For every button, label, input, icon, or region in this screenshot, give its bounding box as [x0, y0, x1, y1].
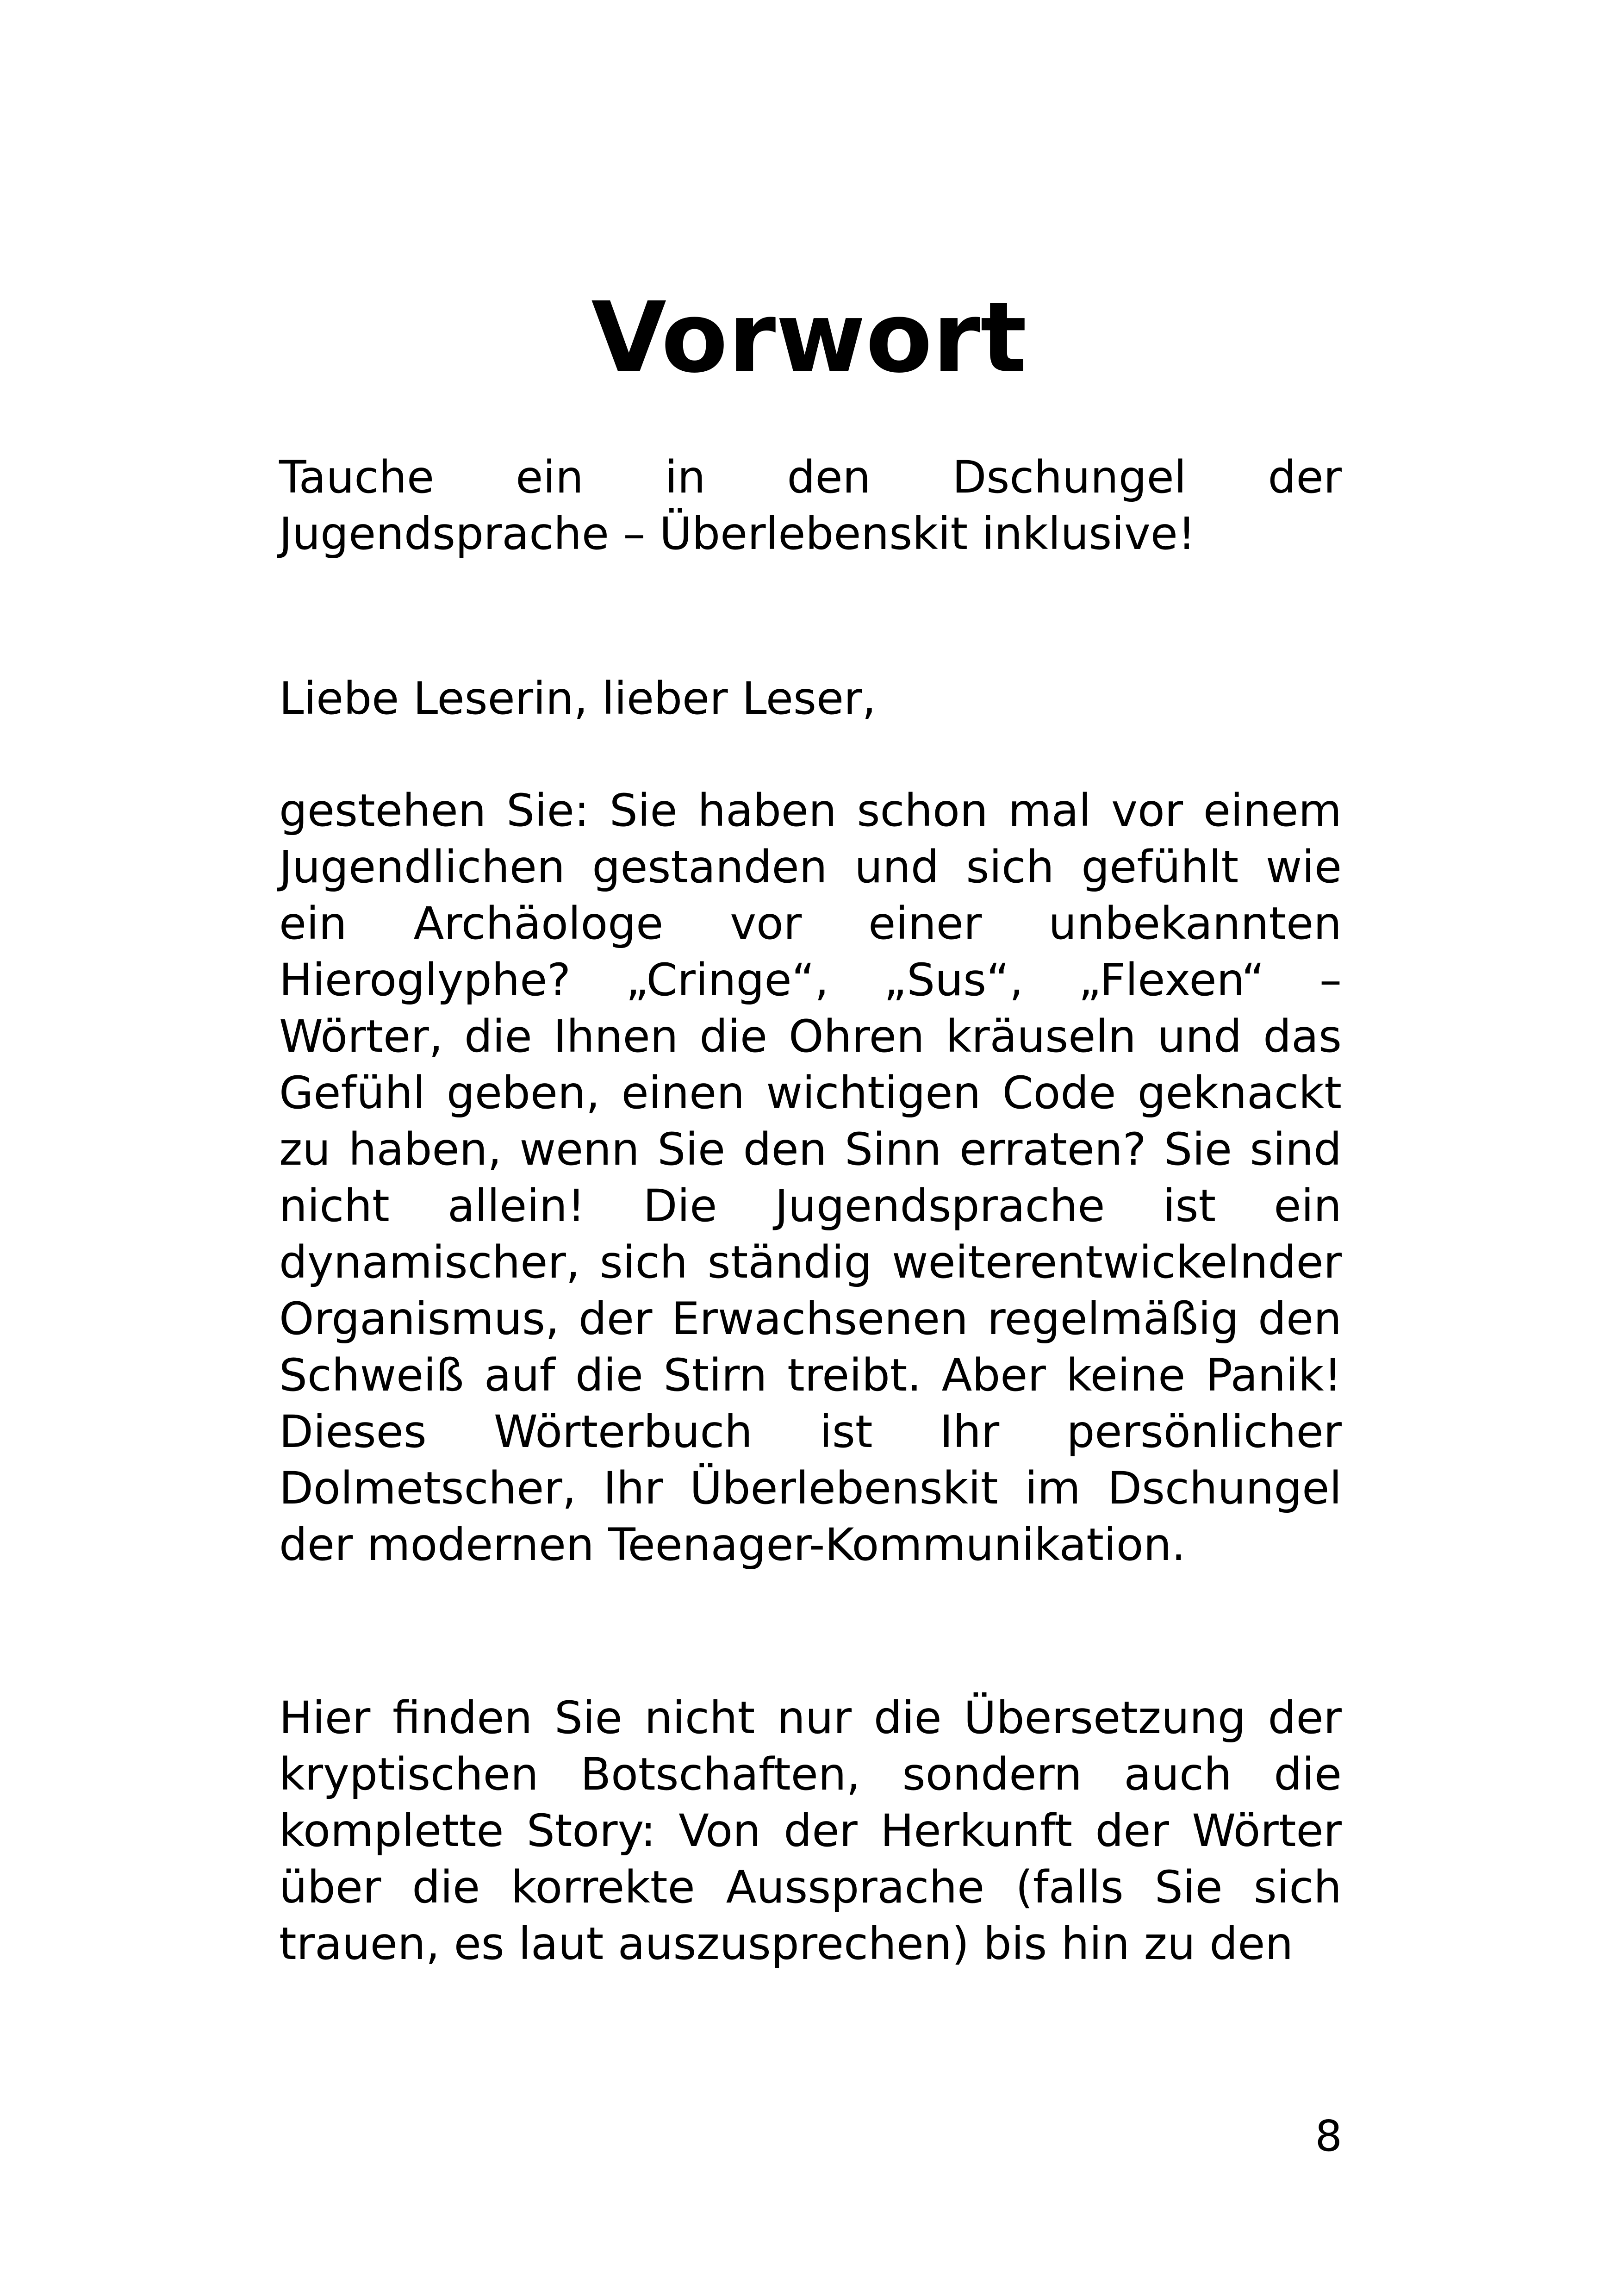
body-paragraph-1: gestehen Sie: Sie haben schon mal vor einem Jugendlichen gestanden und sich gefühlt wie ein Archäologe vor einer unbekannten Hieroglyphe? „Cringe“, „Sus“, „Flexen“ – Wörter, die Ihnen die Ohren kräuseln und das Gefühl geben, einen wichtigen Code geknackt zu haben, wenn Sie den Sinn erraten? Sie sind nicht allein! Die Jugendsprache ist ein dynamischer, sich ständig weiterentwickelnder Organismus, der Erwachsenen regelmäßig den Schweiß auf die Stirn treibt. Aber keine Panik! Dieses Wörterbuch ist Ihr persönlicher Dolmetscher, Ihr Überlebenskit im Dschungel der modernen Teenager-Kommunikation.	[279, 785, 1342, 1571]
page-number: 8	[1315, 2111, 1342, 2161]
chapter-subtitle: Tauche ein in den Dschungel der Jugendsprache – Überlebenskit inklusive!	[279, 451, 1342, 560]
body-paragraph-2: Hier finden Sie nicht nur die Übersetzung der kryptischen Botschaften, sondern auch die komplette Story: Von der Herkunft der Wörter über die korrekte Aussprache (falls Sie sich trauen, es laut auszusprechen) bis hin zu den	[279, 1692, 1342, 1970]
page-title: Vorwort	[591, 281, 1027, 394]
greeting-line: Liebe Leserin, lieber Leser,	[279, 673, 876, 724]
